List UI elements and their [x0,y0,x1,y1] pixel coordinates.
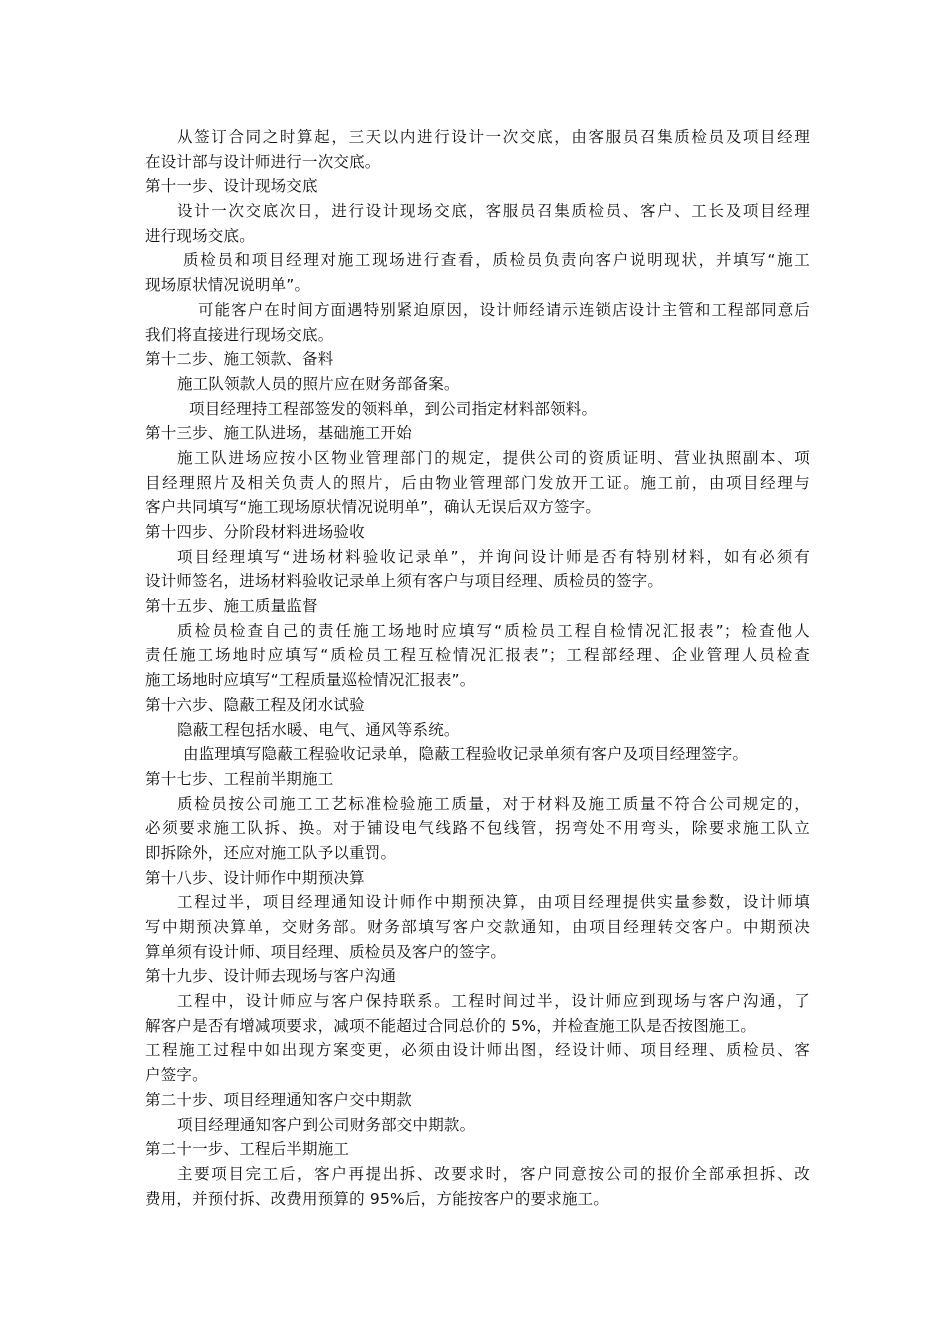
paragraph-line: 解客户是否有增减项要求，减项不能超过合同总价的 5%，并检查施工队是否按图施工。 [145,1016,757,1035]
section-heading: 第二十步、项目经理通知客户交中期款 [145,1090,412,1109]
paragraph-line: 项目经理填写“进场材料验收记录单”，并询问设计师是否有特别材料，如有必须有 [177,547,810,566]
paragraph-line: 从签订合同之时算起，三天以内进行设计一次交底，由客服员召集质检员及项目经理 [177,128,810,146]
paragraph-line: 可能客户在时间方面遇特别紧迫原因，设计师经请示连锁店设计主管和工程部同意后 [198,300,810,319]
section-heading: 第十六步、隐蔽工程及闭水试验 [145,695,365,714]
paragraph-line: 客户共同填写“施工现场原状情况说明单”，确认无误后双方签字。 [145,498,602,517]
paragraph-line: 工程中，设计师应与客户保持联系。工程时间过半，设计师应到现场与客户沟通，了 [177,992,810,1011]
paragraph-line: 施工场地时应填写“工程质量巡检情况汇报表”。 [145,671,476,690]
paragraph-line: 质检员检查自己的责任施工场地时应填写“质检员工程自检情况汇报表”；检查他人 [177,621,810,640]
paragraph-line: 工程过半，项目经理通知设计师作中期预决算，由项目经理提供实量参数，设计师填 [177,893,810,912]
paragraph-line: 算单须有设计师、项目经理、质检员及客户的签字。 [145,942,507,961]
paragraph-line: 进行现场交底。 [145,226,255,245]
paragraph-line: 即拆除外，还应对施工队予以重罚。 [145,843,397,862]
paragraph-line: 费用，并预付拆、改费用预算的 95%后，方能按客户的要求施工。 [145,1189,610,1208]
paragraph-line: 施工队领款人员的照片应在财务部备案。 [177,374,460,393]
section-heading: 第十八步、设计师作中期预决算 [145,868,365,887]
section-heading: 第十一步、设计现场交底 [145,177,318,196]
document-body [145,125,810,1211]
paragraph-line: 在设计部与设计师进行一次交底。 [145,152,381,171]
section-heading: 第十五步、施工质量监督 [145,597,318,616]
paragraph-line: 质检员和项目经理对施工现场进行查看，质检员负责向客户说明现状，并填写“施工 [183,251,810,270]
paragraph-line: 主要项目完工后，客户再提出拆、改要求时，客户同意按公司的报价全部承担拆、改 [177,1164,810,1183]
section-heading: 第二十一步、工程后半期施工 [145,1140,350,1159]
paragraph-line: 项目经理持工程部签发的领料单，到公司指定材料部领料。 [189,399,598,418]
section-heading: 第十三步、施工队进场，基础施工开始 [145,424,412,443]
paragraph-line: 目经理照片及相关负责人的照片，后由物业管理部门发放开工证。施工前，由项目经理与 [145,473,810,492]
section-heading: 第十二步、施工领款、备料 [145,350,334,369]
paragraph-line: 必须要求施工队拆、换。对于铺设电气线路不包线管，拐弯处不用弯头，除要求施工队立 [145,819,810,838]
paragraph-line: 写中期预决算单，交财务部。财务部填写客户交款通知，由项目经理转交客户。中期预决 [145,918,810,936]
paragraph-line: 责任施工场地时应填写“质检员工程互检情况汇报表”；工程部经理、企业管理人员检查 [145,646,810,665]
section-heading: 第十七步、工程前半期施工 [145,769,334,788]
section-heading: 第十九步、设计师去现场与客户沟通 [145,967,397,986]
paragraph-line: 项目经理通知客户到公司财务部交中期款。 [177,1115,476,1134]
paragraph-line: 户签字。 [145,1066,208,1085]
paragraph-line: 工程施工过程中如出现方案变更，必须由设计师出图，经设计师、项目经理、质检员、客 [145,1041,810,1060]
paragraph-line: 设计师签名，进场材料验收记录单上须有客户与项目经理、质检员的签字。 [145,572,664,591]
paragraph-line: 设计一次交底次日，进行设计现场交底，客服员召集质检员、客户、工长及项目经理 [177,202,810,221]
paragraph-line: 由监理填写隐蔽工程验收记录单，隐蔽工程验收记录单须有客户及项目经理签字。 [183,745,749,764]
paragraph-line: 施工队进场应按小区物业管理部门的规定，提供公司的资质证明、营业执照副本、项 [177,448,810,467]
section-heading: 第十四步、分阶段材料进场验收 [145,523,365,541]
paragraph-line: 我们将直接进行现场交底。 [145,325,334,344]
paragraph-line: 质检员按公司施工工艺标准检验施工质量，对于材料及施工质量不符合公司规定的， [177,794,810,813]
paragraph-line: 隐蔽工程包括水暖、电气、通风等系统。 [177,720,460,739]
paragraph-line: 现场原状情况说明单”。 [145,276,311,295]
